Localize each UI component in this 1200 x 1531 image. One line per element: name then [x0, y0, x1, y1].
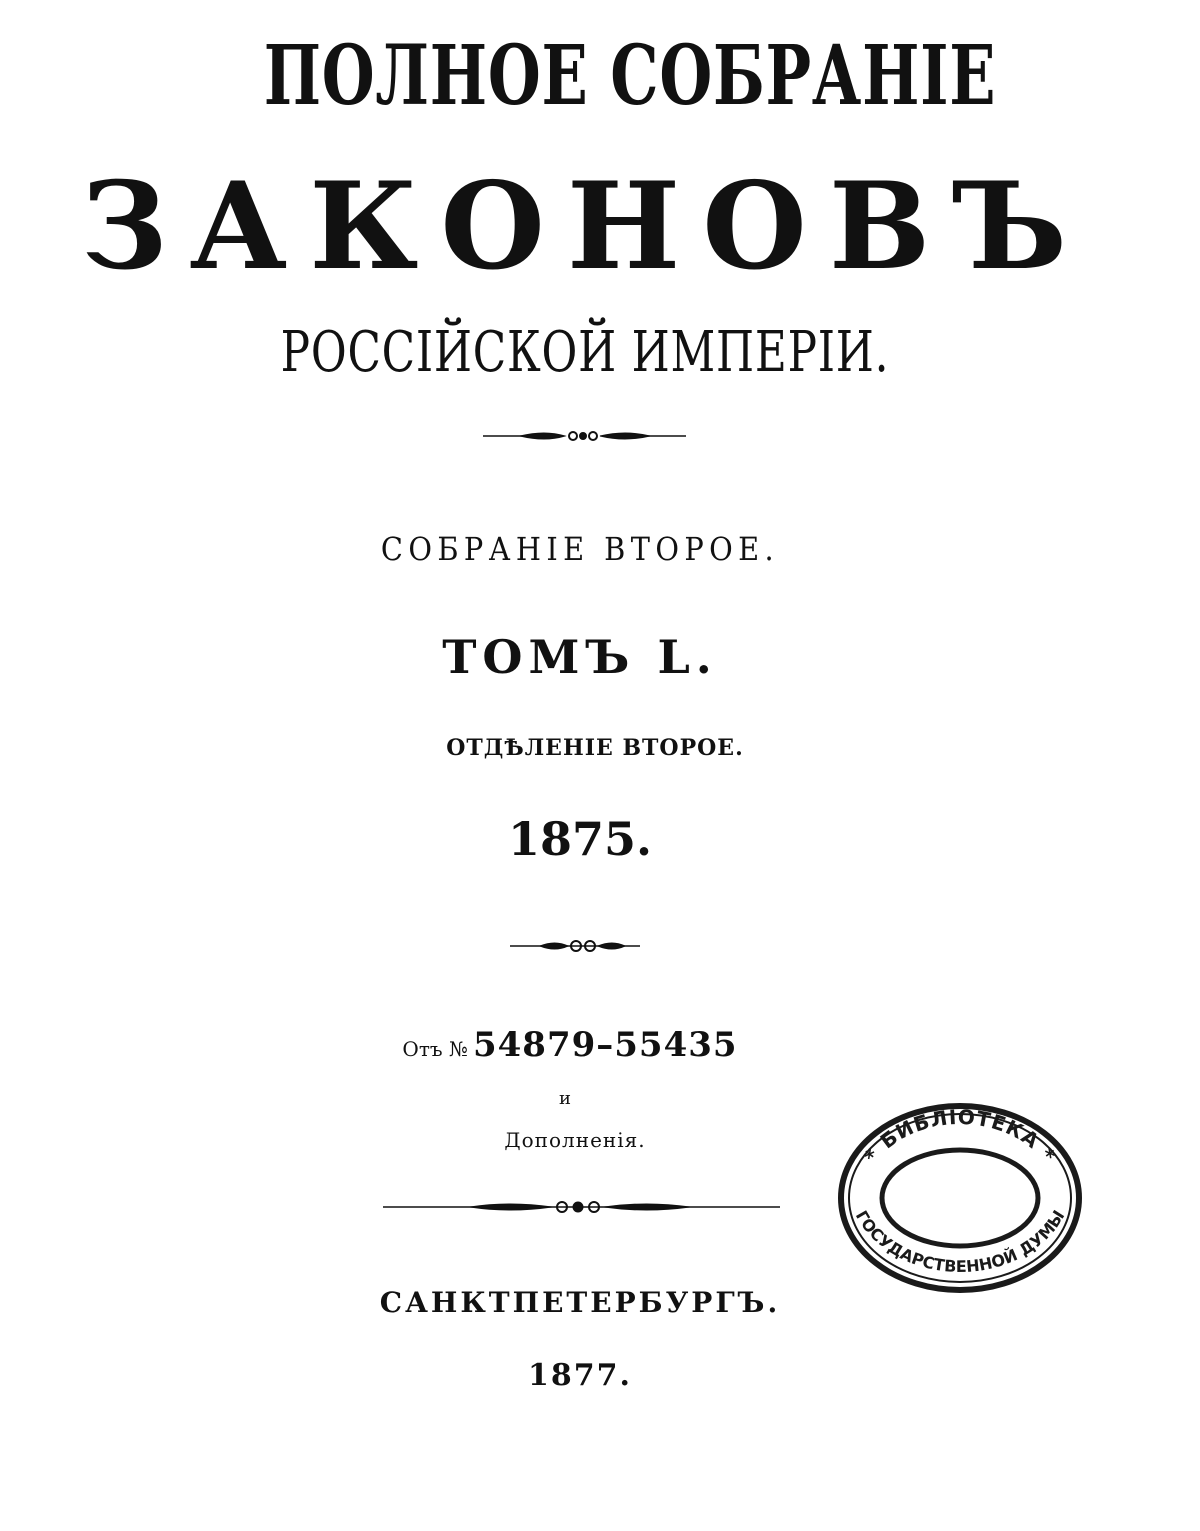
title-line-2: ЗАКОНОВЪ	[80, 156, 1090, 297]
volume-label: ТОМЪ L.	[442, 630, 718, 684]
volume-year: 1875.	[507, 812, 653, 866]
stamp-top-text: * БИБЛІОТЕКА *	[859, 1104, 1061, 1168]
publication-city: САНКТПЕТЕРБУРГЪ.	[379, 1286, 781, 1319]
ornament-divider-middle	[510, 941, 640, 951]
section-label: ОТДѢЛЕНІЕ ВТОРОЕ.	[446, 735, 744, 761]
svg-text:* БИБЛІОТЕКА *	[859, 1105, 1060, 1168]
range-numbers: 54879–55435	[472, 1025, 738, 1065]
ornament-divider-bottom	[383, 1202, 780, 1212]
law-number-range	[0, 1025, 1170, 1065]
title-line-3: РОССІЙСКОЙ ИМПЕРІИ.	[280, 320, 890, 385]
conjunction: и	[559, 1088, 571, 1109]
supplements-label: Дополненія.	[504, 1128, 646, 1152]
ornament-divider-top	[483, 432, 686, 440]
publication-year: 1877.	[528, 1358, 632, 1393]
range-prefix: Отъ №	[402, 1037, 468, 1061]
title-line-1: ПОЛНОЕ СОБРАНІЕ	[263, 28, 997, 124]
stamp-bottom-text: ГОСУДАРСТВЕННОЙ ДУМЫ	[851, 1206, 1069, 1277]
library-stamp	[835, 1098, 1085, 1298]
collection-label: СОБРАНІЕ ВТОРОЕ.	[380, 530, 780, 568]
